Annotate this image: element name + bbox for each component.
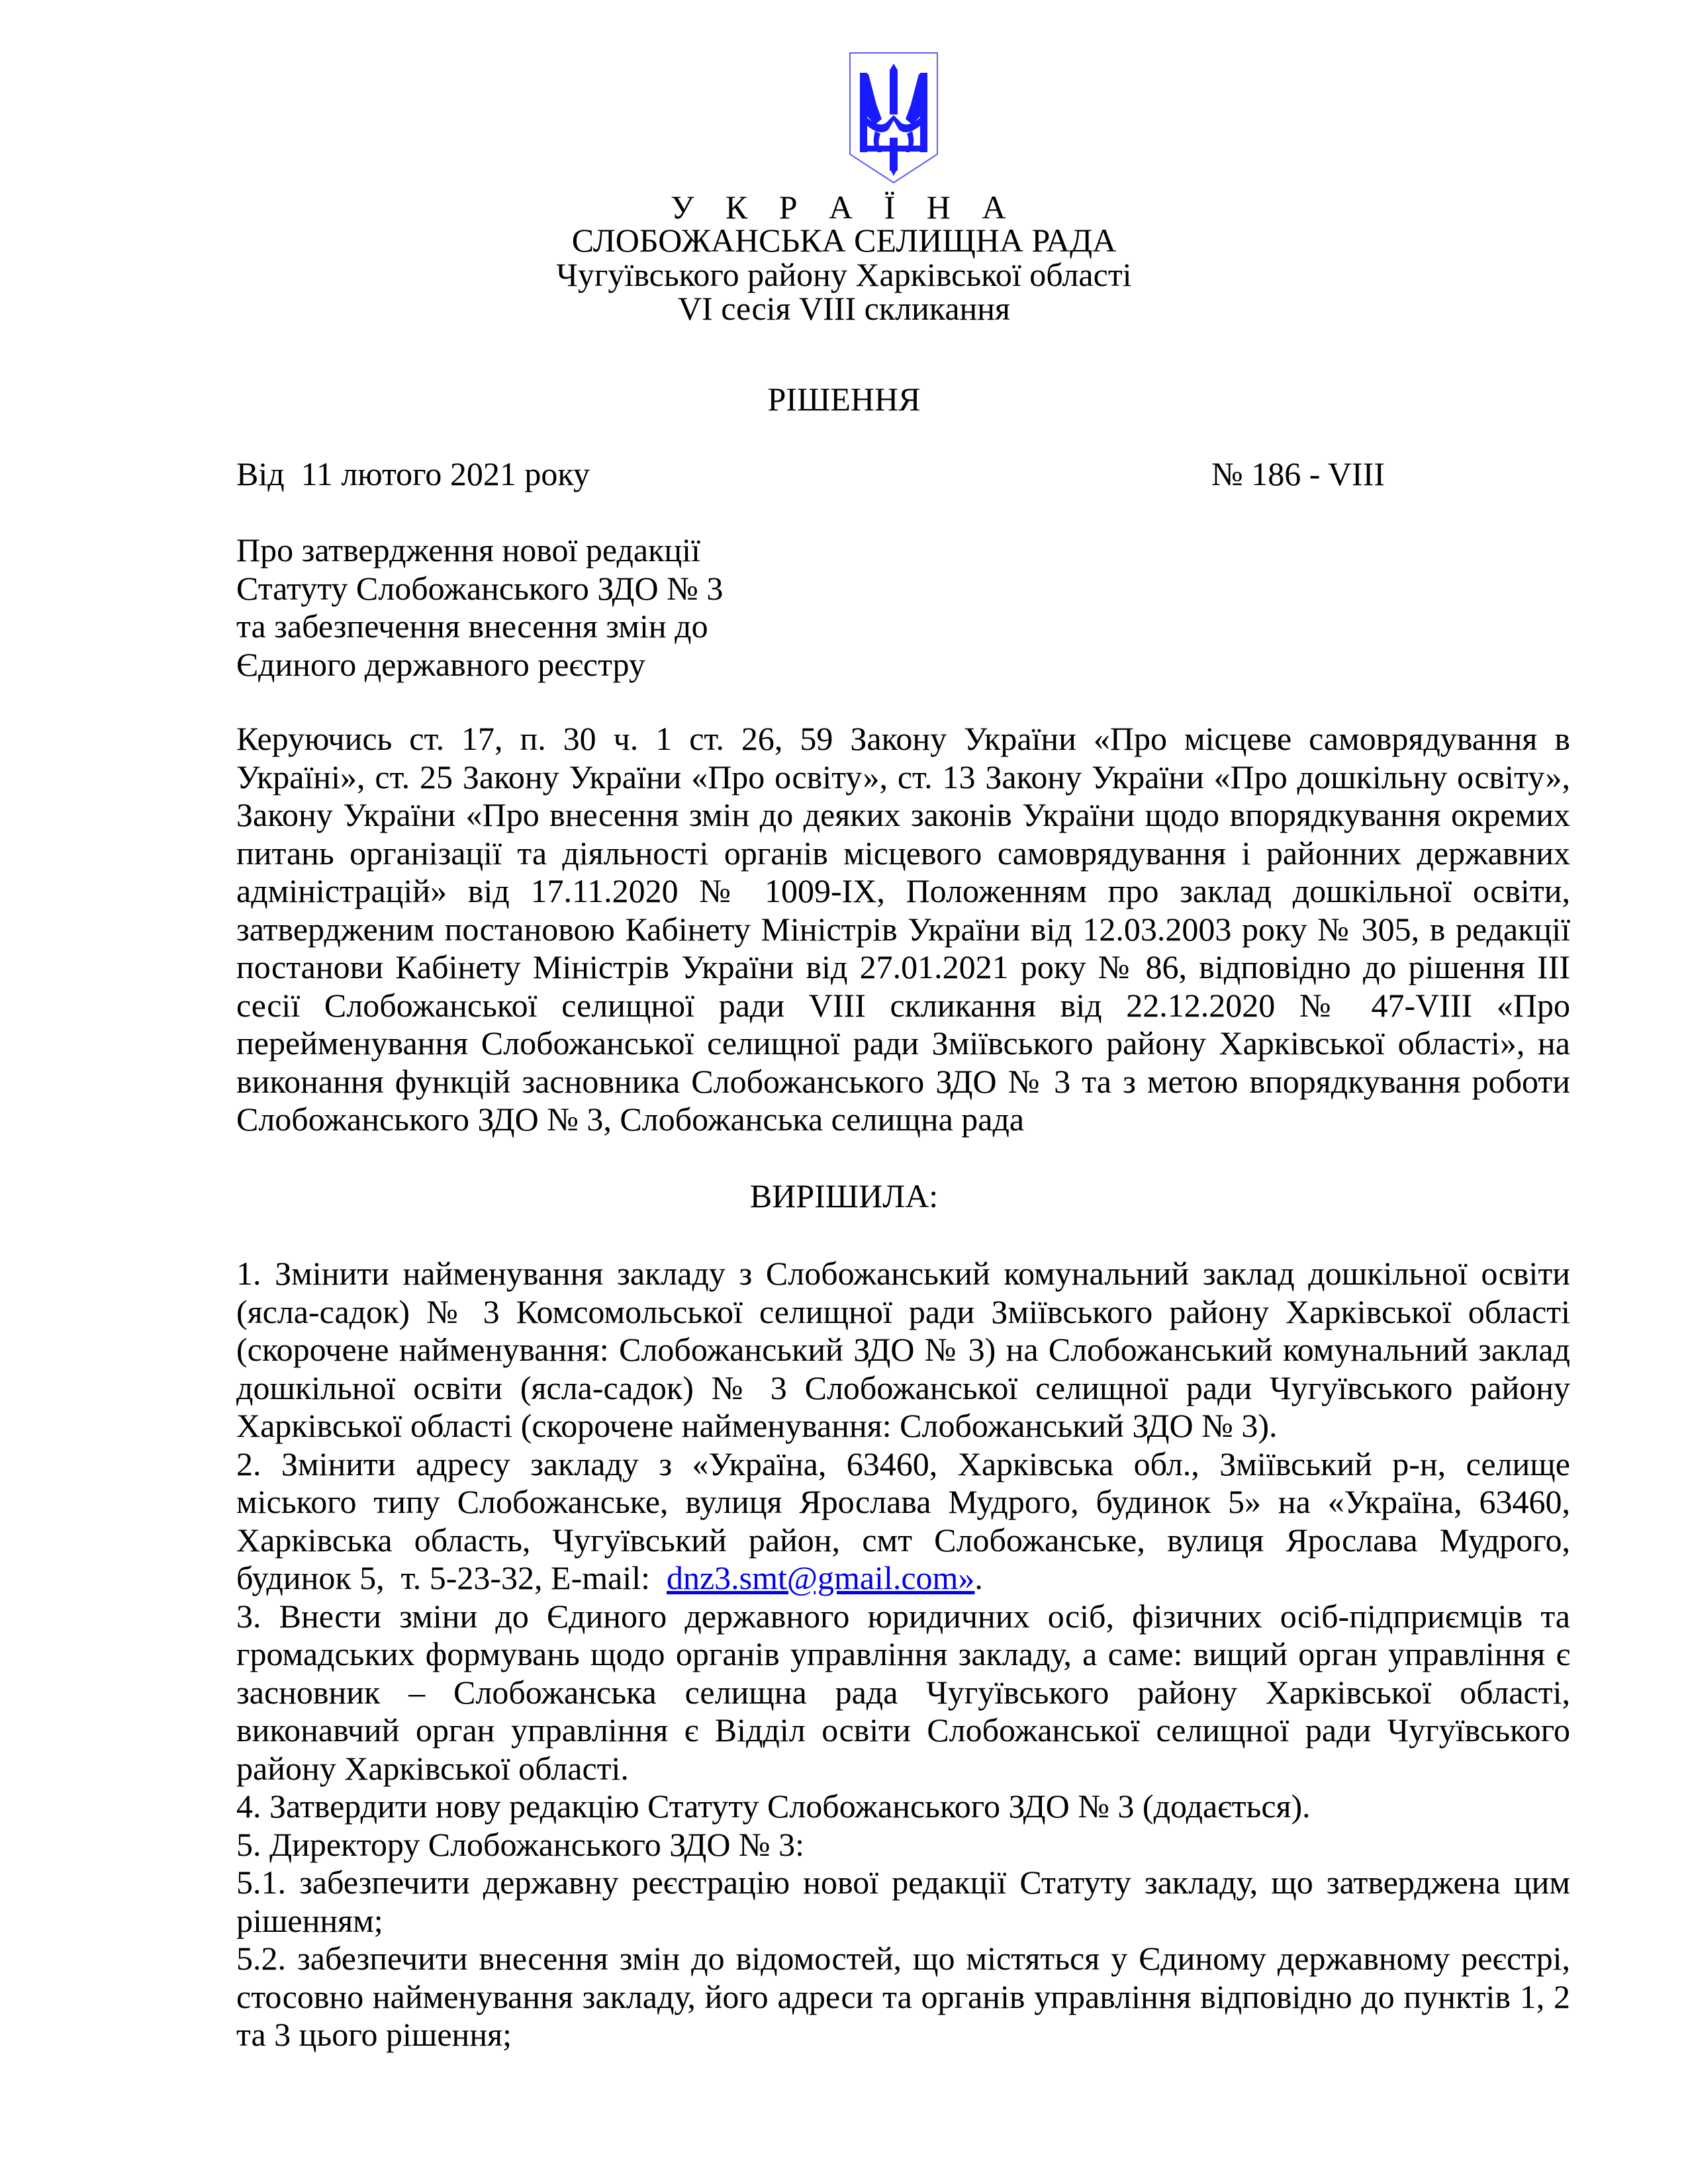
header-council: СЛОБОЖАНСЬКА СЕЛИЩНА РАДА: [571, 222, 1117, 259]
item-line: Харківська область, Чугуївський район, смт Слобожанське, вулиця Ярослава Мудрого,: [236, 1521, 1570, 1559]
item-5-1: [236, 1864, 1570, 1940]
preamble-line: постанови Кабінету Міністрів України від 27.01.2021 року № 86, відповідно до рішення III: [236, 948, 1570, 985]
preamble-line: сесії Слобожанської селищної ради VIII скликання від 22.12.2020 № 47-VIII «Про: [236, 986, 1570, 1024]
item-2-end-punctuation: .: [974, 1559, 983, 1596]
document-type-title: РІШЕННЯ: [767, 381, 921, 418]
subject-line: та забезпечення внесення змін до: [236, 608, 708, 645]
item-line: Харківської області (скорочене найменування: Слобожанський ЗДО № 3).: [236, 1407, 1278, 1444]
preamble-line: виконання функцій засновника Слобожанського ЗДО № 3 та з метою впорядкування роботи: [236, 1062, 1570, 1100]
item-3: [236, 1598, 1570, 1788]
item-line: засновник – Слобожанська селищна рада Чугуївського району Харківської області,: [236, 1673, 1570, 1711]
item-line: 2. Змінити адресу закладу з «Україна, 63460, Харківська обл., Зміївський р-н, селище: [236, 1445, 1570, 1482]
decision-date: Від 11 лютого 2021 року: [236, 455, 590, 492]
item-line: громадських формувань щодо органів управління закладу, а саме: вищий орган управління є: [236, 1635, 1570, 1672]
item-line: 1. Змінити найменування закладу з Слобожанський комунальний заклад дошкільної освіти: [236, 1255, 1570, 1292]
address-contact-text: будинок 5, т. 5-23-32, E-mail:: [236, 1559, 667, 1596]
trident-coat-of-arms-icon: [849, 52, 939, 184]
item-line: 5.1. забезпечити державну реєстрацію нової редакції Статуту закладу, що затверджена цим: [236, 1864, 1570, 1901]
item-5-2: [236, 1940, 1570, 2054]
decision-items: [236, 1255, 1570, 2054]
preamble-line: питань організації та діяльності органів місцевого самоврядування і районних державних: [236, 834, 1570, 872]
item-1: [236, 1255, 1570, 1445]
subject-line: Єдиного державного реєстру: [236, 645, 645, 683]
item-line: міського типу Слобожанське, вулиця Ярослава Мудрого, будинок 5» на «Україна, 63460,: [236, 1483, 1570, 1520]
item-line: та 3 цього рішення;: [236, 2016, 512, 2053]
subject-line: Статуту Слобожанського ЗДО № 3: [236, 569, 724, 607]
preamble-paragraph: [236, 720, 1570, 1139]
preamble-line: перейменування Слобожанської селищної ради Зміївського району Харківської області», на: [236, 1024, 1570, 1062]
preamble-line: Україні», ст. 25 Закону України «Про освіту», ст. 13 Закону України «Про дошкільну освіту»,: [236, 758, 1570, 796]
preamble-line: затвердженим постановою Кабінету Міністрів України від 12.03.2003 року № 305, в редакції: [236, 910, 1570, 948]
item-line: дошкільної освіти (ясла-садок) № 3 Слобожанської селищної ради Чугуївського району: [236, 1369, 1570, 1406]
item-line: 3. Внести зміни до Єдиного державного юридичних осіб, фізичних осіб-підприємців та: [236, 1597, 1570, 1635]
preamble-line: адміністрацій» від 17.11.2020 № 1009-IX, Положенням про заклад дошкільної освіти,: [236, 872, 1570, 909]
header-region: Чугуївського району Харківської області: [556, 256, 1132, 293]
item-line: (скорочене найменування: Слобожанський ЗДО № 3) на Слобожанський комунальний заклад: [236, 1331, 1570, 1368]
item-line: виконавчий орган управління є Відділ освіти Слобожанської селищної ради Чугуївського: [236, 1711, 1570, 1749]
item-line: 5.2. забезпечити внесення змін до відомостей, що містяться у Єдиному державному реєстрі,: [236, 1940, 1570, 1977]
item-4: 4. Затвердити нову редакцію Статуту Слобожанського ЗДО № 3 (додається).: [236, 1788, 1311, 1825]
item-line: [236, 1559, 1570, 1598]
item-line: стосовно найменування закладу, його адреси та органів управління відповідно до пунктів 1, 2: [236, 1978, 1570, 2015]
item-line: (ясла-садок) № 3 Комсомольської селищної ради Зміївського району Харківської області: [236, 1293, 1570, 1330]
header-country: У К Р А Ї Н А: [670, 189, 1018, 226]
item-5: 5. Директору Слобожанського ЗДО № 3:: [236, 1825, 805, 1863]
email-link[interactable]: dnz3.smt@gmail.com»: [666, 1559, 975, 1596]
subject-line: Про затвердження нової редакції: [236, 531, 700, 569]
item-2: [236, 1445, 1570, 1598]
decision-number: № 186 - VIII: [1211, 455, 1385, 492]
preamble-line: Слобожанського ЗДО № 3, Слобожанська селищна рада: [236, 1101, 1025, 1138]
item-line: району Харківської області.: [236, 1749, 629, 1787]
preamble-line: Керуючись ст. 17, п. 30 ч. 1 ст. 26, 59 Закону України «Про місцеве самоврядування в: [236, 720, 1570, 757]
resolved-heading: ВИРІШИЛА:: [749, 1177, 939, 1214]
preamble-line: Закону України «Про внесення змін до деяких законів України щодо впорядкування окремих: [236, 796, 1570, 833]
header-session: VI сесія VIII скликання: [677, 290, 1011, 327]
item-line: рішенням;: [236, 1901, 383, 1939]
subject-block: [236, 531, 1031, 684]
